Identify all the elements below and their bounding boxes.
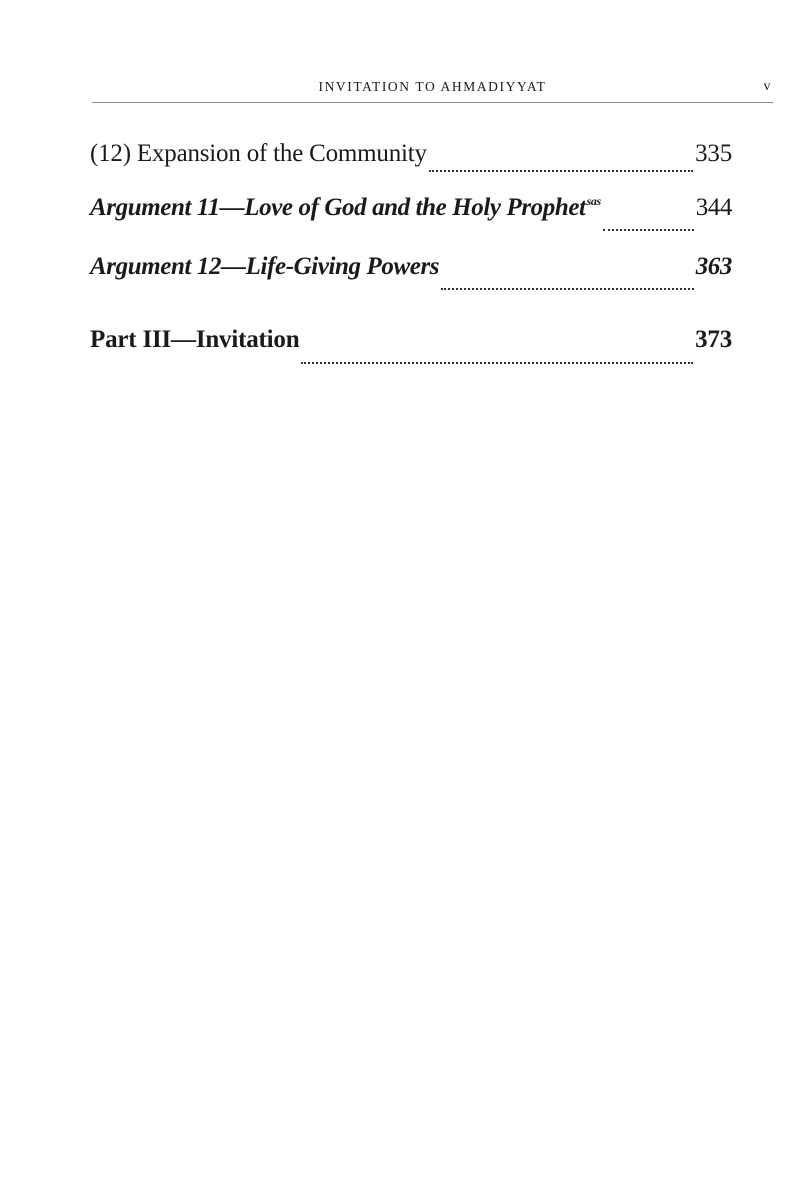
toc-entry-argument-12[interactable] <box>90 237 732 296</box>
dot-leader <box>427 134 695 178</box>
toc-entry-argument-11[interactable] <box>90 178 732 237</box>
toc-entry-expansion-of-community[interactable] <box>90 134 732 178</box>
table-of-contents <box>90 134 732 370</box>
toc-entry-page: 373 <box>695 326 732 353</box>
toc-entry-title: Part III—Invitation <box>90 326 300 353</box>
honorific-superscript: sas <box>586 194 601 208</box>
dot-leader <box>299 310 695 370</box>
toc-entry-part-iii[interactable] <box>90 310 732 370</box>
page-number: v <box>763 79 771 94</box>
running-title: INVITATION TO AHMADIYYAT <box>318 79 547 94</box>
dot-leader <box>601 178 696 237</box>
toc-entry-page: 335 <box>695 140 732 167</box>
toc-entry-title-text: Argument 11—Love of God and the Holy Prophet <box>90 194 586 221</box>
dot-leader <box>439 237 696 296</box>
toc-entry-page: 363 <box>695 253 732 280</box>
toc-entry-page: 344 <box>695 194 732 221</box>
toc-entry-title <box>90 178 601 238</box>
running-head <box>92 78 773 103</box>
toc-entry-title: Argument 12—Life-Giving Powers <box>90 253 440 280</box>
toc-entry-title: (12) Expansion of the Community <box>90 140 427 167</box>
